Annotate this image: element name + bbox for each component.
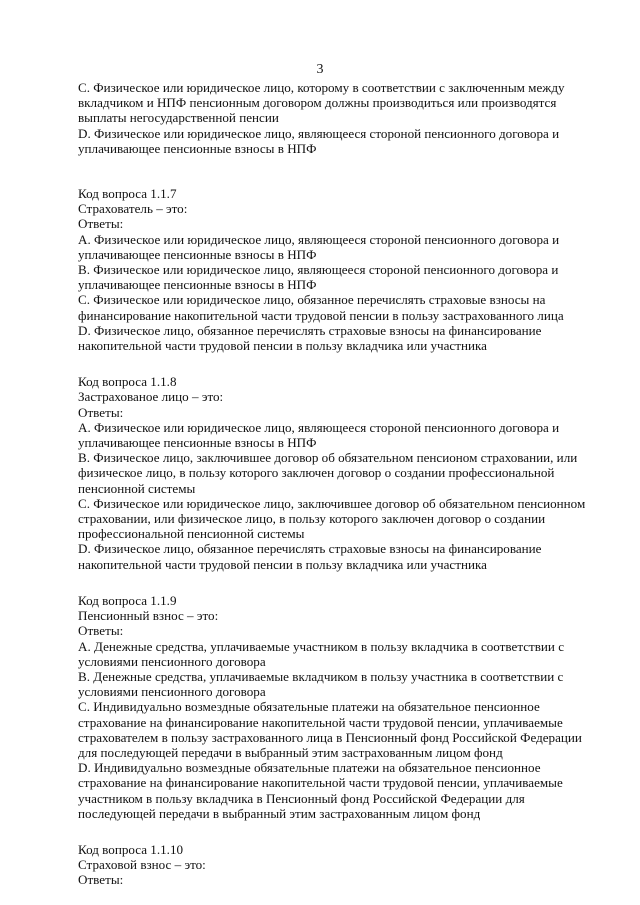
question-code: Код вопроса 1.1.7 xyxy=(78,186,177,202)
answer-line: накопительной части трудовой пенсии в пользу вкладчика или участника xyxy=(78,556,487,572)
answer-line: С. Физическое или юридическое лицо, заключившее договор об обязательном пенсионном xyxy=(78,495,586,511)
answer-line: страхование на финансирование накопительной части трудовой пенсии, уплачиваемые xyxy=(78,775,563,791)
answer-line: С. Физическое или юридическое лицо, которому в соответствии с заключенным между xyxy=(78,80,565,95)
answer-line: последующей передачи в выбранный этим застрахованным лицом фонд xyxy=(78,805,481,821)
answer-line: страховании, или физическое лицо, в пользу которого заключен договор о создании xyxy=(78,511,546,527)
answer-line: В. Физическое лицо, заключившее договор об обязательном пенсионом страховании, или xyxy=(78,450,578,466)
answer-line: условиями пенсионного договора xyxy=(78,684,266,700)
answer-line: D. Физическое лицо, обязанное перечислять страховые взносы на финансирование xyxy=(78,541,542,557)
answer-line: уплачивающее пенсионные взносы в НПФ xyxy=(78,435,317,451)
continuation-answers xyxy=(78,80,590,156)
question-block xyxy=(78,374,590,572)
answers-label: Ответы: xyxy=(78,623,124,639)
question-block xyxy=(78,593,590,821)
question-block xyxy=(78,186,590,353)
answer-line: профессиональной пенсионной системы xyxy=(78,526,305,542)
answer-line: D. Физическое лицо, обязанное перечислять страховые взносы на финансирование xyxy=(78,322,542,338)
answer-line: пенсионной системы xyxy=(78,480,196,496)
answer-line: вкладчиком и НПФ пенсионным договором должны производиться или производятся xyxy=(78,95,557,111)
question-code: Код вопроса 1.1.10 xyxy=(78,841,184,857)
answer-line: С. Физическое или юридическое лицо, обязанное перечислять страховые взносы на xyxy=(78,292,546,308)
answer-line: В. Физическое или юридическое лицо, являющееся стороной пенсионного договора и xyxy=(78,262,559,278)
answers-label: Ответы: xyxy=(78,872,124,888)
answer-line: финансирование накопительной части трудовой пенсии в пользу застрахованного лица xyxy=(78,307,564,323)
answer-line: уплачивающее пенсионные взносы в НПФ xyxy=(78,246,317,262)
answer-line: выплаты негосударственной пенсии xyxy=(78,110,279,126)
question-text: Пенсионный взнос – это: xyxy=(78,608,219,624)
answer-line: накопительной части трудовой пенсии в пользу вкладчика или участника xyxy=(78,338,487,354)
question-text: Страхователь – это: xyxy=(78,201,188,217)
answer-line: для последующей передачи в выбранный этим застрахованным лицом фонд xyxy=(78,744,503,760)
answer-line: D. Физическое или юридическое лицо, являющееся стороной пенсионного договора и xyxy=(78,125,560,141)
answer-line: А. Физическое или юридическое лицо, являющееся стороной пенсионного договора и xyxy=(78,419,560,435)
question-code: Код вопроса 1.1.9 xyxy=(78,592,177,608)
answer-line: страхователем в пользу застрахованного лица в Пенсионный фонд Российской Федерации xyxy=(78,729,582,745)
answer-line: физическое лицо, в пользу которого заключен договор о создании профессиональной xyxy=(78,465,555,481)
answer-line: условиями пенсионного договора xyxy=(78,653,266,669)
answer-line: С. Индивидуально возмездные обязательные платежи на обязательное пенсионное xyxy=(78,699,540,715)
answer-line: участником в пользу вкладчика в Пенсионный фонд Российской Федерации для xyxy=(78,790,525,806)
question-block xyxy=(78,842,590,888)
answer-line: А. Физическое или юридическое лицо, являющееся стороной пенсионного договора и xyxy=(78,231,560,247)
answers-label: Ответы: xyxy=(78,216,124,232)
document-body xyxy=(78,80,590,888)
answer-line: В. Денежные средства, уплачиваемые вкладчиком в пользу участника в соответствии с xyxy=(78,668,564,684)
answer-line: D. Индивидуально возмездные обязательные платежи на обязательное пенсионное xyxy=(78,760,541,776)
question-text: Застрахованое лицо – это: xyxy=(78,389,224,405)
answers-label: Ответы: xyxy=(78,404,124,420)
answer-line: уплачивающее пенсионные взносы в НПФ xyxy=(78,277,317,293)
page-number: 3 xyxy=(316,62,324,77)
answer-line: уплачивающее пенсионные взносы в НПФ xyxy=(78,140,317,156)
answer-line: страхование на финансирование накопительной части трудовой пенсии, уплачиваемые xyxy=(78,714,563,730)
question-code: Код вопроса 1.1.8 xyxy=(78,374,177,390)
answer-line: А. Денежные средства, уплачиваемые участником в пользу вкладчика в соответствии с xyxy=(78,638,565,654)
question-text: Страховой взнос – это: xyxy=(78,857,206,873)
